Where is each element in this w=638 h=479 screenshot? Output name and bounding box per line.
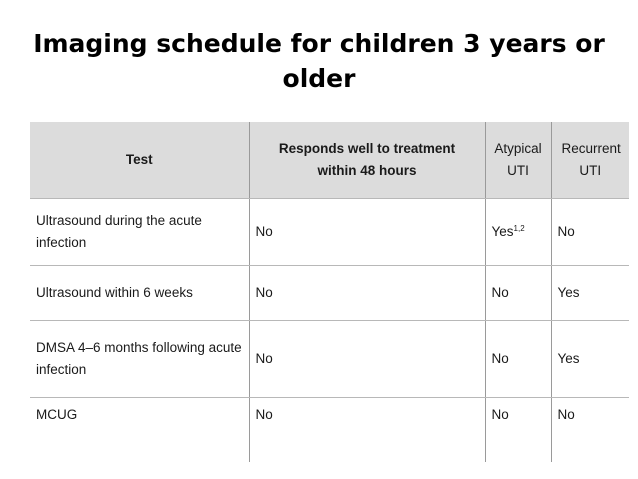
cell-responds-well: No <box>249 398 485 463</box>
footnote-marker: 1,2 <box>513 224 525 233</box>
cell-atypical <box>485 199 551 266</box>
cell-atypical: No <box>485 321 551 398</box>
table-row <box>30 266 629 321</box>
cell-atypical: No <box>485 266 551 321</box>
cell-recurrent: No <box>557 407 575 422</box>
cell-recurrent: Yes <box>551 266 629 321</box>
table-row <box>30 321 629 398</box>
header-responds-well: Responds well to treatment within 48 hours <box>249 122 485 199</box>
imaging-schedule-table-container <box>30 122 629 462</box>
cell-responds-well: No <box>249 199 485 266</box>
cell-test: Ultrasound within 6 weeks <box>30 266 249 321</box>
header-recurrent-uti: Recurrent UTI <box>551 122 629 199</box>
slide-title: Imaging schedule for children 3 years or older <box>33 29 605 93</box>
cell-recurrent: Yes <box>551 321 629 398</box>
header-test: Test <box>30 122 249 199</box>
cell-responds-well: No <box>249 266 485 321</box>
header-atypical-uti: Atypical UTI <box>485 122 551 199</box>
table-header-row <box>30 122 629 199</box>
cell-atypical-value: Yes <box>491 224 514 239</box>
table-row <box>30 398 629 463</box>
cell-responds-well: No <box>249 321 485 398</box>
table-row <box>30 199 629 266</box>
cell-atypical: No <box>485 398 551 463</box>
cell-test: DMSA 4–6 months following acute infection <box>30 321 249 398</box>
cell-test: MCUG <box>30 398 249 463</box>
cell-recurrent: No <box>551 199 629 266</box>
cell-test: Ultrasound during the acute infection <box>30 199 249 266</box>
imaging-schedule-table <box>30 122 629 462</box>
